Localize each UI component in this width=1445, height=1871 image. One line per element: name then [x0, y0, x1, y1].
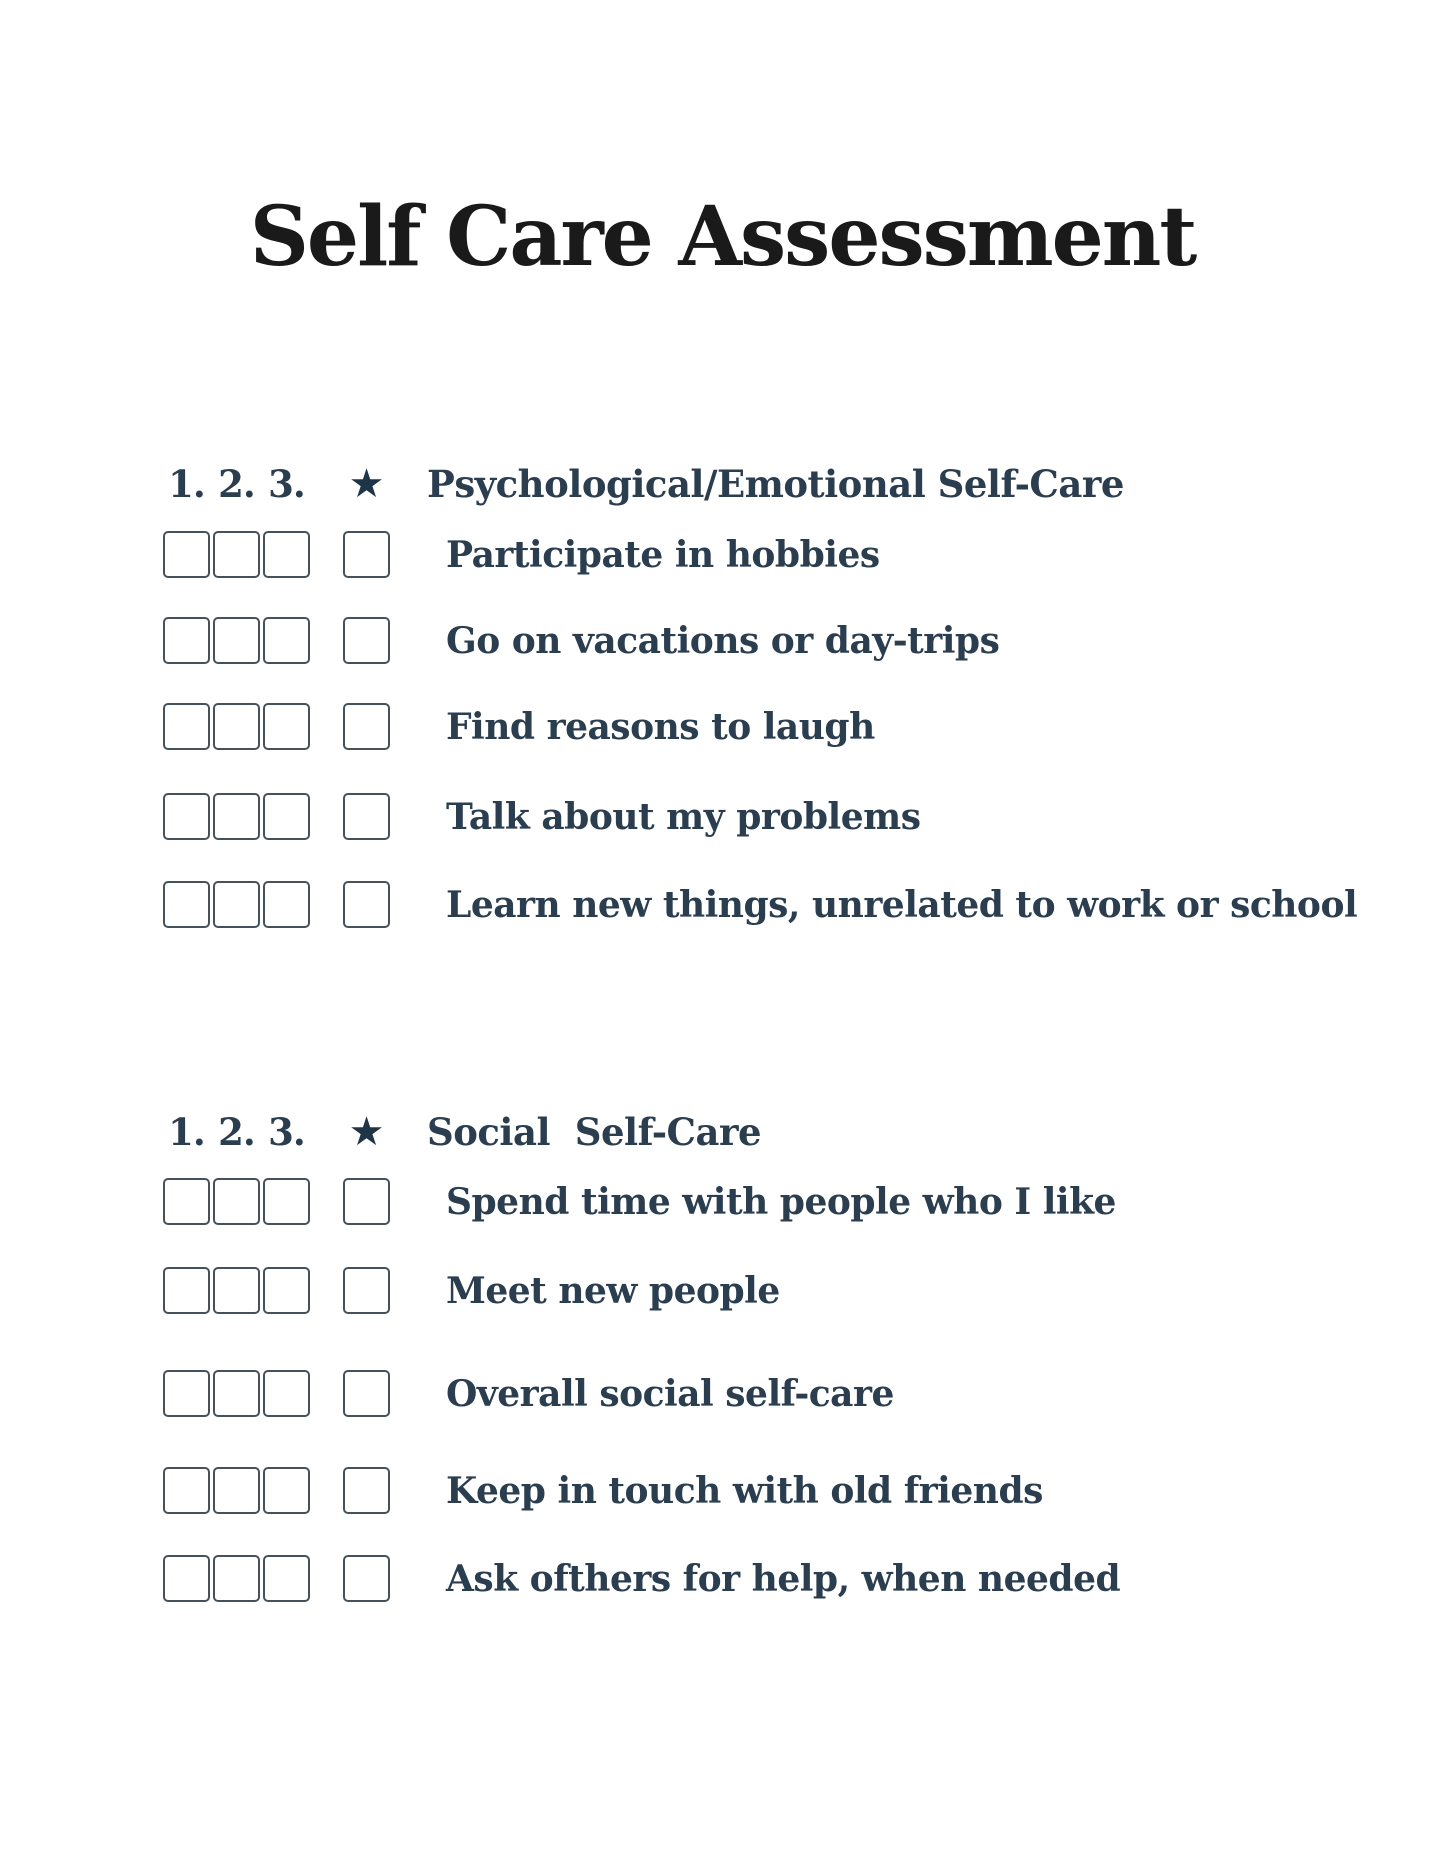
- rating-checkbox-group: [163, 531, 310, 578]
- assessment-row: [163, 531, 1357, 578]
- rating-number-2: 2.: [218, 1110, 255, 1154]
- rating-checkbox-2[interactable]: [213, 1267, 260, 1314]
- star-checkbox[interactable]: [343, 703, 390, 750]
- item-label: Participate in hobbies: [446, 533, 880, 576]
- rating-scale-numbers: [163, 1110, 310, 1154]
- rating-checkbox-1[interactable]: [163, 703, 210, 750]
- rating-checkbox-3[interactable]: [263, 1467, 310, 1514]
- section-header: [163, 462, 1357, 506]
- assessment-row: [163, 617, 1357, 664]
- assessment-row: [163, 1370, 1120, 1417]
- rating-checkbox-3[interactable]: [263, 1370, 310, 1417]
- section-header: [163, 1110, 1120, 1154]
- assessment-row: [163, 703, 1357, 750]
- star-checkbox[interactable]: [343, 1555, 390, 1602]
- rating-checkbox-group: [163, 617, 310, 664]
- star-checkbox[interactable]: [343, 1178, 390, 1225]
- item-label: Spend time with people who I like: [446, 1180, 1116, 1223]
- rating-checkbox-group: [163, 703, 310, 750]
- rating-checkbox-2[interactable]: [213, 1178, 260, 1225]
- section-title: Psychological/Emotional Self-Care: [427, 462, 1124, 506]
- rating-checkbox-1[interactable]: [163, 617, 210, 664]
- item-label: Overall social self-care: [446, 1372, 894, 1415]
- rating-checkbox-2[interactable]: [213, 881, 260, 928]
- rating-number-1: 1.: [168, 1110, 205, 1154]
- rating-checkbox-3[interactable]: [263, 531, 310, 578]
- rating-checkbox-3[interactable]: [263, 793, 310, 840]
- section-social: [163, 1110, 1120, 1602]
- item-label: Meet new people: [446, 1269, 780, 1312]
- rating-checkbox-1[interactable]: [163, 1370, 210, 1417]
- star-icon: ★: [348, 1109, 385, 1155]
- rating-checkbox-1[interactable]: [163, 1178, 210, 1225]
- star-icon: ★: [348, 461, 385, 507]
- rating-checkbox-1[interactable]: [163, 1267, 210, 1314]
- item-label: Go on vacations or day-trips: [446, 619, 1000, 662]
- assessment-row: [163, 881, 1357, 928]
- star-checkbox[interactable]: [343, 1467, 390, 1514]
- assessment-row: [163, 1467, 1120, 1514]
- rating-checkbox-2[interactable]: [213, 1370, 260, 1417]
- section-psychological-emotional: [163, 462, 1357, 928]
- page-title: Self Care Assessment: [249, 189, 1196, 285]
- rating-checkbox-group: [163, 1267, 310, 1314]
- rating-checkbox-3[interactable]: [263, 1178, 310, 1225]
- rating-checkbox-2[interactable]: [213, 617, 260, 664]
- rating-number-2: 2.: [218, 462, 255, 506]
- rating-checkbox-2[interactable]: [213, 793, 260, 840]
- rating-checkbox-1[interactable]: [163, 531, 210, 578]
- assessment-row: [163, 1267, 1120, 1314]
- star-checkbox[interactable]: [343, 617, 390, 664]
- rating-checkbox-group: [163, 793, 310, 840]
- rating-checkbox-2[interactable]: [213, 531, 260, 578]
- star-checkbox[interactable]: [343, 1370, 390, 1417]
- rating-number-3: 3.: [268, 1110, 305, 1154]
- item-label: Find reasons to laugh: [446, 705, 875, 748]
- rating-checkbox-2[interactable]: [213, 1467, 260, 1514]
- rating-checkbox-3[interactable]: [263, 881, 310, 928]
- rating-checkbox-1[interactable]: [163, 1467, 210, 1514]
- rating-scale-numbers: [163, 462, 310, 506]
- rating-number-1: 1.: [168, 462, 205, 506]
- item-label: Keep in touch with old friends: [446, 1469, 1043, 1512]
- rating-checkbox-group: [163, 1467, 310, 1514]
- rating-checkbox-group: [163, 1370, 310, 1417]
- star-checkbox[interactable]: [343, 881, 390, 928]
- rating-checkbox-1[interactable]: [163, 881, 210, 928]
- star-checkbox[interactable]: [343, 531, 390, 578]
- rating-number-3: 3.: [268, 462, 305, 506]
- rating-checkbox-3[interactable]: [263, 617, 310, 664]
- star-checkbox[interactable]: [343, 793, 390, 840]
- rating-checkbox-2[interactable]: [213, 1555, 260, 1602]
- rating-checkbox-3[interactable]: [263, 1555, 310, 1602]
- rating-checkbox-group: [163, 1555, 310, 1602]
- rating-checkbox-3[interactable]: [263, 1267, 310, 1314]
- item-label: Learn new things, unrelated to work or school: [446, 883, 1358, 926]
- section-title: Social Self-Care: [427, 1110, 762, 1154]
- assessment-row: [163, 793, 1357, 840]
- assessment-row: [163, 1555, 1120, 1602]
- assessment-row: [163, 1178, 1120, 1225]
- rating-checkbox-group: [163, 1178, 310, 1225]
- item-label: Talk about my problems: [446, 795, 921, 838]
- rating-checkbox-1[interactable]: [163, 1555, 210, 1602]
- star-checkbox[interactable]: [343, 1267, 390, 1314]
- item-label: Ask ofthers for help, when needed: [446, 1557, 1121, 1600]
- rating-checkbox-group: [163, 881, 310, 928]
- rating-checkbox-1[interactable]: [163, 793, 210, 840]
- rating-checkbox-2[interactable]: [213, 703, 260, 750]
- rating-checkbox-3[interactable]: [263, 703, 310, 750]
